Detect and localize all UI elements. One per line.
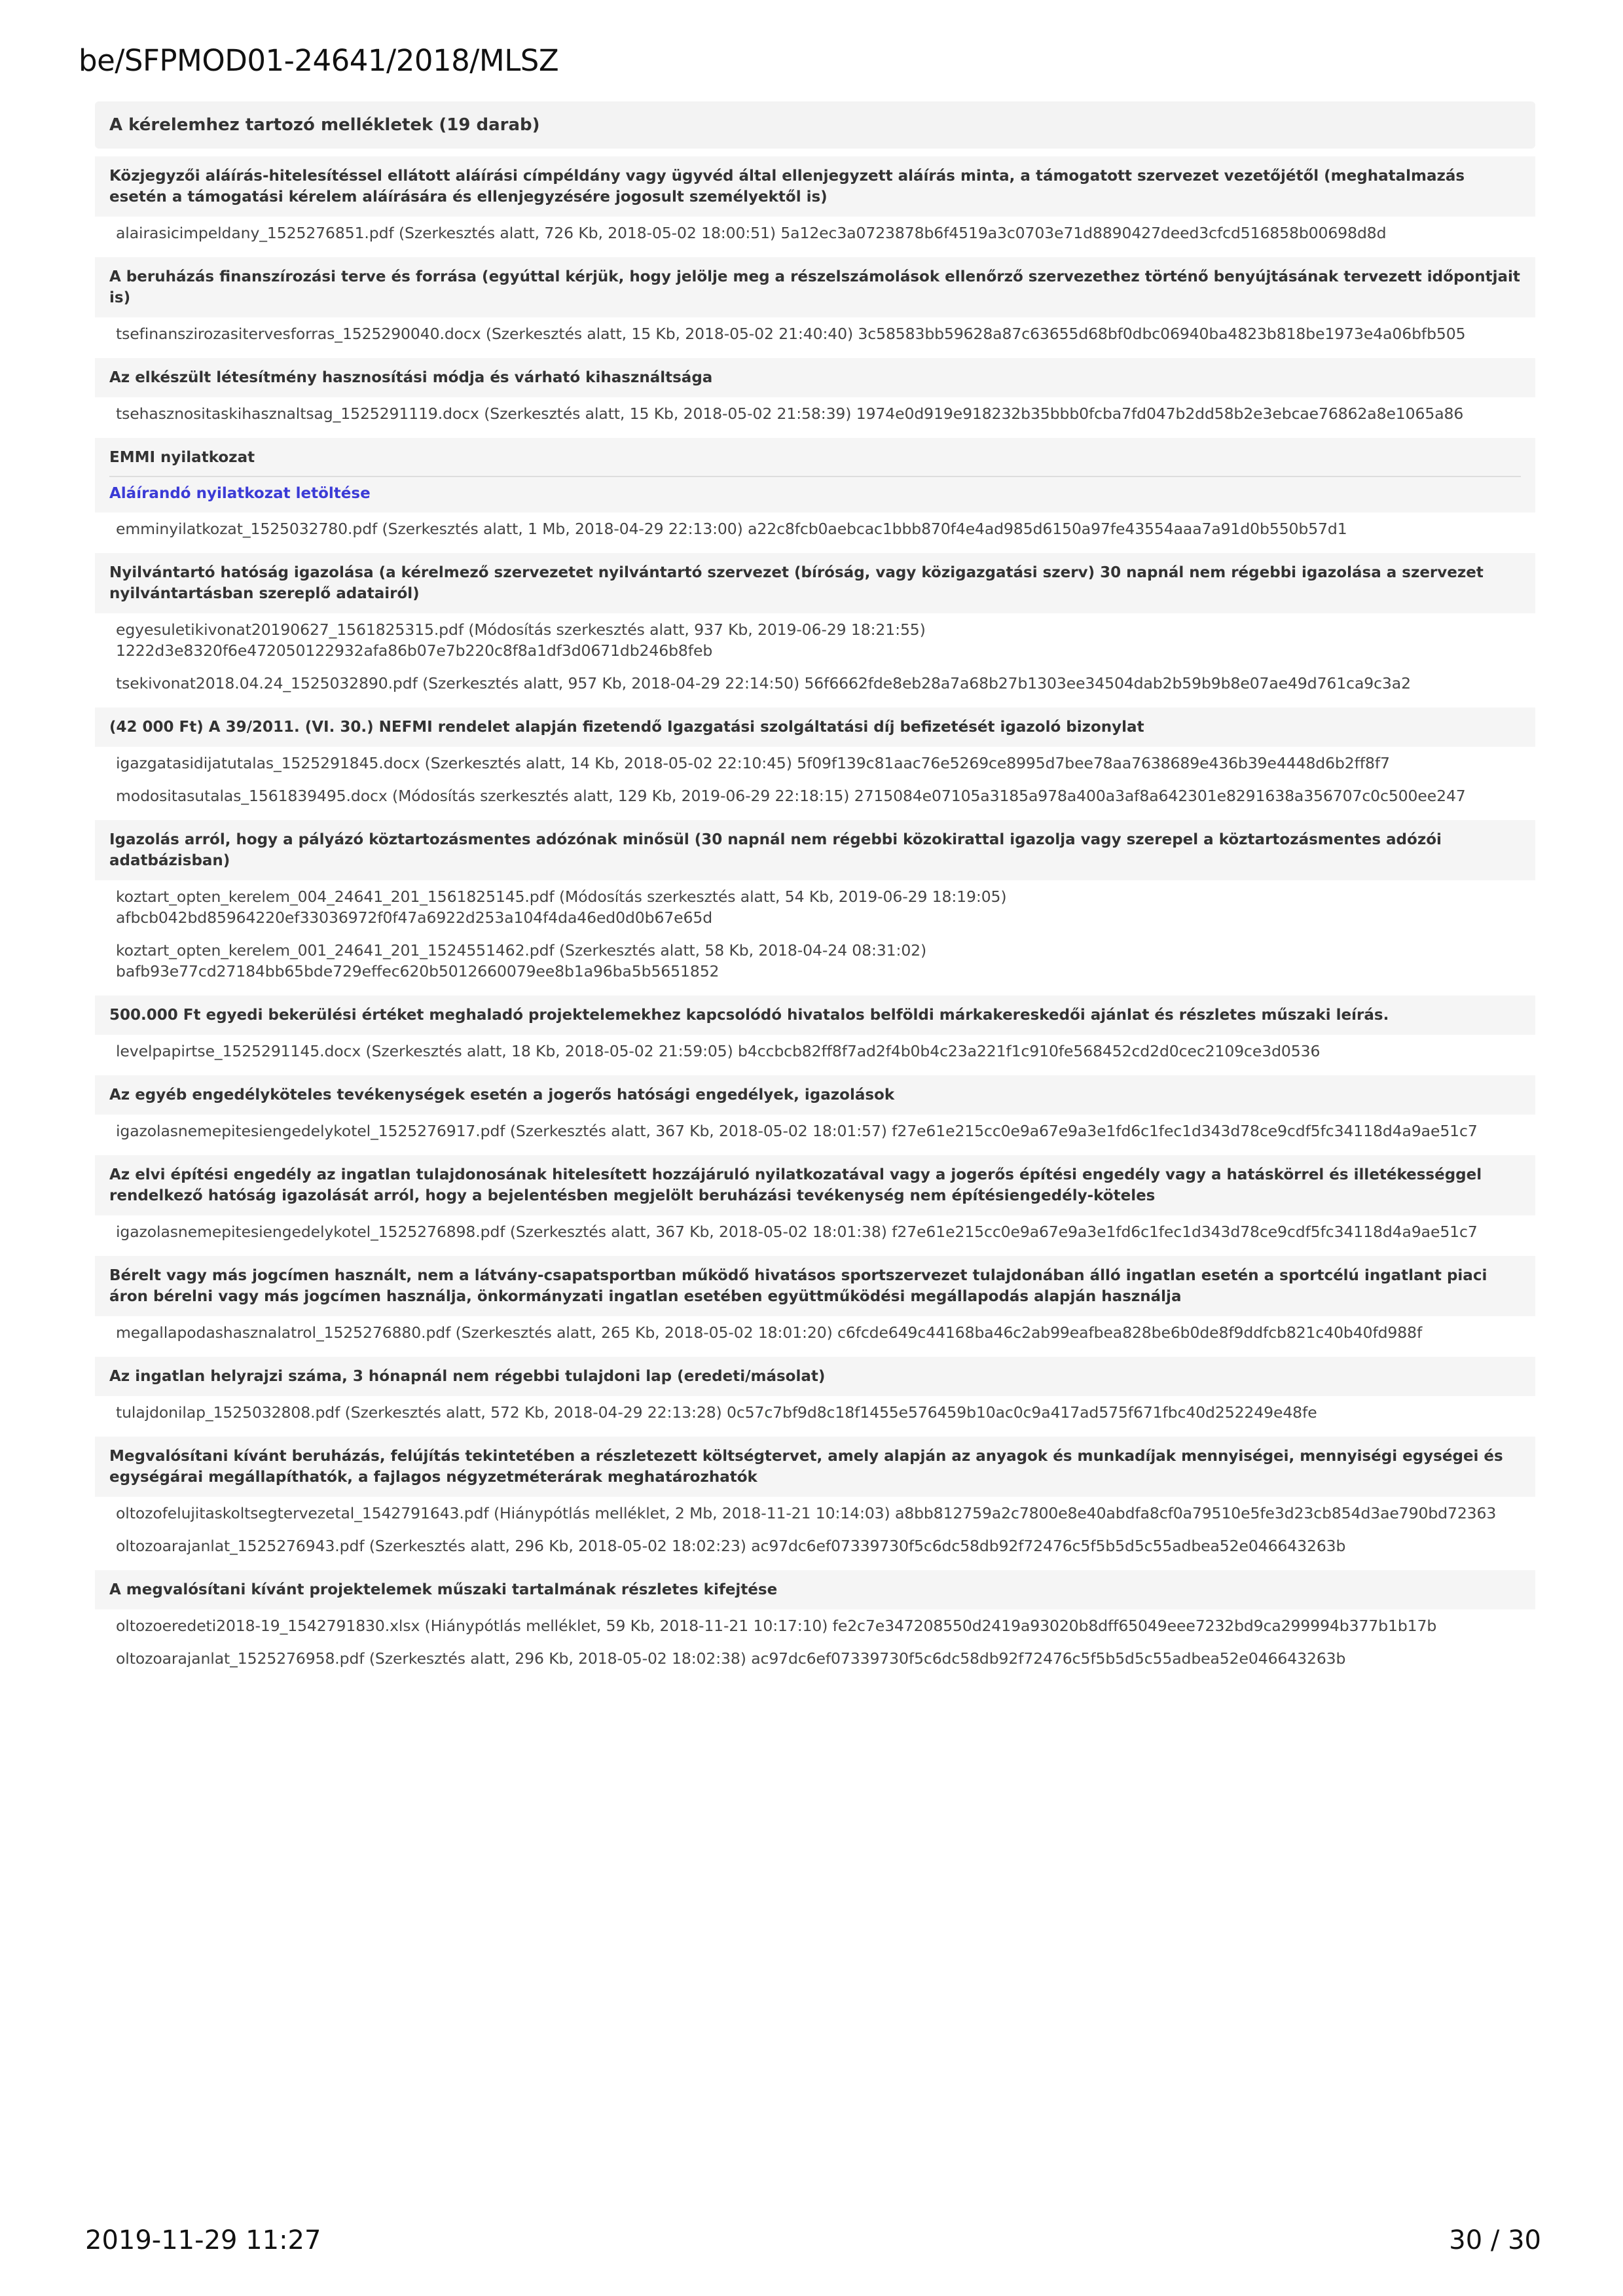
- attachment-file-entry: alairasicimpeldany_1525276851.pdf (Szerkesztés alatt, 726 Kb, 2018-05-02 18:00:51) 5a12ec3a0723878b6f4519a3c0703e71d8890427deed3cfcd516858b00698d8d: [116, 224, 1387, 242]
- attachment-file-entry: oltozoarajanlat_1525276943.pdf (Szerkesztés alatt, 296 Kb, 2018-05-02 18:02:23) ac97dc6ef07339730f5c6dc58db92f72476c5f5b5d5c55adbea52e046643263b: [116, 1537, 1346, 1555]
- attachment-section-title: 500.000 Ft egyedi bekerülési értéket meghaladó projektelemekhez kapcsolódó hivatalos belföldi márkakereskedői ajánlat és részletes műszaki leírás.: [95, 996, 1535, 1035]
- attachment-section-title: Az ingatlan helyrajzi száma, 3 hónapnál nem régebbi tulajdoni lap (eredeti/másolat): [95, 1357, 1535, 1396]
- attachment-section-title: Nyilvántartó hatóság igazolása (a kérelmező szervezetet nyilvántartó szervezet (bíróság, vagy közigazgatási szerv) 30 napnál nem régebbi igazolása a szervezet nyilvántartásban szereplő adatairól): [95, 553, 1535, 613]
- attachment-section-title: A beruházás finanszírozási terve és forrása (egyúttal kérjük, hogy jelölje meg a részelszámolások ellenőrző szervezethez történő benyújtásának tervezett időpontjait is): [95, 257, 1535, 317]
- attachment-file-entry: levelpapirtse_1525291145.docx (Szerkesztés alatt, 18 Kb, 2018-05-02 21:59:05) b4ccbcb82ff8f7ad2f4b0b4c23a221f1c910fe568452cd2d0cec2109ce3d0536: [116, 1042, 1321, 1060]
- attachment-file-entry: oltozofelujitaskoltsegtervezetal_1542791643.pdf (Hiánypótlás melléklet, 2 Mb, 2018-11-21 10:14:03) a8bb812759a2c7800e8e40abdfa8cf0a79510e5fe3d23cb854d3ae790bd72363: [116, 1504, 1497, 1522]
- download-declaration-link[interactable]: Aláírandó nyilatkozat letöltése: [109, 485, 371, 502]
- attachments-header: A kérelemhez tartozó mellékletek (19 darab): [95, 101, 1535, 149]
- attachment-sections: [95, 156, 1535, 1675]
- attachment-file-entry: emminyilatkozat_1525032780.pdf (Szerkesztés alatt, 1 Mb, 2018-04-29 22:13:00) a22c8fcb0aebcac1bbb870f4e4ad985d6150a97fe43554aaa7a91d0b550b57d1: [116, 520, 1347, 538]
- attachment-file-entry: megallapodashasznalatrol_1525276880.pdf (Szerkesztés alatt, 265 Kb, 2018-05-02 18:01:20) c6fcde649c44168ba46c2ab99eafbea828be6b0de8f9ddfcb821c40b40fd988f: [116, 1323, 1423, 1342]
- attachment-section-title: [95, 438, 1535, 512]
- attachment-file-entry: modositasutalas_1561839495.docx (Módosítás szerkesztés alatt, 129 Kb, 2019-06-29 22:18:15) 2715084e07105a3185a978a400a3af8a642301e8291638a356707c0c500ee247: [116, 787, 1466, 805]
- attachment-file-entry: oltozoarajanlat_1525276958.pdf (Szerkesztés alatt, 296 Kb, 2018-05-02 18:02:38) ac97dc6ef07339730f5c6dc58db92f72476c5f5b5d5c55adbea52e046643263b: [116, 1649, 1346, 1668]
- attachment-file-entry: tsefinanszirozasitervesforras_1525290040.docx (Szerkesztés alatt, 15 Kb, 2018-05-02 21:40:40) 3c58583bb59628a87c63655d68bf0dbc06940ba4823b818be1973e4a06bfb505: [116, 325, 1466, 343]
- attachment-file-entry: igazolasnemepitesiengedelykotel_1525276917.pdf (Szerkesztés alatt, 367 Kb, 2018-05-02 18:01:57) f27e61e215cc0e9a67e9a3e1fd6c1fec1d343d78ce9cdf5fc34118d4a9ae51c7: [116, 1122, 1478, 1140]
- footer-datetime: 2019-11-29 11:27: [85, 2225, 321, 2255]
- attachment-file-entry: koztart_opten_kerelem_001_24641_201_1524551462.pdf (Szerkesztés alatt, 58 Kb, 2018-04-24 08:31:02) bafb93e77cd27184bb65bde729effec620b5012660079ee8b1a96ba5b5651852: [116, 941, 927, 980]
- attachment-section-title: Közjegyzői aláírás-hitelesítéssel ellátott aláírási címpéldány vagy ügyvéd által ellenjegyzett aláírás minta, a támogatott szervezet vezetőjétől (meghatalmazás esetén a támogatási kérelem aláírására és ellenjegyzésére jogosult személyektől is): [95, 156, 1535, 217]
- attachment-section-title: Igazolás arról, hogy a pályázó köztartozásmentes adózónak minősül (30 napnál nem régebbi közokirattal igazolja vagy szerepel a köztartozásmentes adózói adatbázisban): [95, 820, 1535, 880]
- attachment-section-title: Az egyéb engedélyköteles tevékenységek esetén a jogerős hatósági engedélyek, igazolások: [95, 1075, 1535, 1115]
- attachment-file-entry: koztart_opten_kerelem_004_24641_201_1561825145.pdf (Módosítás szerkesztés alatt, 54 Kb, 2019-06-29 18:19:05) afbcb042bd85964220ef33036972f0f47a6922d253a104f4da46ed0d0b67e65d: [116, 888, 1007, 927]
- attachment-section-title: A megvalósítani kívánt projektelemek műszaki tartalmának részletes kifejtése: [95, 1570, 1535, 1609]
- attachment-file-entry: tulajdonilap_1525032808.pdf (Szerkesztés alatt, 572 Kb, 2018-04-29 22:13:28) 0c57c7bf9d8c18f1455e576459b10ac0c9a417ad575f671fbc40d252249e48fe: [116, 1403, 1317, 1422]
- footer-page-number: 30 / 30: [1449, 2225, 1541, 2255]
- attachment-section-title: (42 000 Ft) A 39/2011. (VI. 30.) NEFMI rendelet alapján fizetendő Igazgatási szolgáltatási díj befizetését igazoló bizonylat: [95, 708, 1535, 747]
- attachment-file-entry: oltozoeredeti2018-19_1542791830.xlsx (Hiánypótlás melléklet, 59 Kb, 2018-11-21 10:17:10) fe2c7e347208550d2419a93020b8dff65049eee7232bd9ca299994b377b1b17b: [116, 1617, 1437, 1635]
- attachment-section-title: Az elvi építési engedély az ingatlan tulajdonosának hitelesített hozzájáruló nyilatkozatával vagy a jogerős építési engedély vagy a hatáskörrel és illetékességgel rendelkező hatóság igazolását arról, hogy a bejelentésben megjelölt beruházási tevékenység nem építésiengedély-köteles: [95, 1155, 1535, 1215]
- section-divider: [109, 476, 1521, 477]
- attachments-panel: [95, 101, 1535, 1675]
- attachment-file-entry: igazgatasidijatutalas_1525291845.docx (Szerkesztés alatt, 14 Kb, 2018-05-02 22:10:45) 5f09f139c81aac76e5269ce8995d7bee78aa7638689e436b39e4448d6b2ff8f7: [116, 754, 1390, 772]
- attachment-section-title: Bérelt vagy más jogcímen használt, nem a látvány-csapatsportban működő hivatásos sportszervezet tulajdonában álló ingatlan esetén a sportcélú ingatlant piaci áron bérelni vagy más jogcímen használja, önkormányzati ingatlan esetében együttműködési megállapodás alapján használja: [95, 1256, 1535, 1316]
- attachment-section-title: Megvalósítani kívánt beruházás, felújítás tekintetében a részletezett költségtervet, amely alapján az anyagok és munkadíjak mennyiségei, mennyiségi egységei és egységárai megállapíthatók, a fajlagos négyzetméterárak meghatározhatók: [95, 1437, 1535, 1497]
- document-id: be/SFPMOD01-24641/2018/MLSZ: [79, 43, 559, 78]
- attachment-file-entry: tsehasznositaskihasznaltsag_1525291119.docx (Szerkesztés alatt, 15 Kb, 2018-05-02 21:58:39) 1974e0d919e918232b35bbb0fcba7fd047b2dd58b2e3ebcae76862a8e1065a86: [116, 404, 1464, 423]
- attachment-file-entry: tsekivonat2018.04.24_1525032890.pdf (Szerkesztés alatt, 957 Kb, 2018-04-29 22:14:50) 56f6662fde8eb28a7a68b27b1303ee34504dab2b59b9b8e07ae49d761ca9c3a2: [116, 674, 1411, 692]
- attachment-file-entry: igazolasnemepitesiengedelykotel_1525276898.pdf (Szerkesztés alatt, 367 Kb, 2018-05-02 18:01:38) f27e61e215cc0e9a67e9a3e1fd6c1fec1d343d78ce9cdf5fc34118d4a9ae51c7: [116, 1223, 1478, 1241]
- section-title-text: EMMI nyilatkozat: [109, 449, 255, 466]
- attachment-section-title: Az elkészült létesítmény hasznosítási módja és várható kihasználtsága: [95, 358, 1535, 397]
- attachment-file-entry: egyesuletikivonat20190627_1561825315.pdf (Módosítás szerkesztés alatt, 937 Kb, 2019-06-29 18:21:55) 1222d3e8320f6e472050122932afa86b07e7b220c8f8a1df3d0671db246b8feb: [116, 620, 926, 660]
